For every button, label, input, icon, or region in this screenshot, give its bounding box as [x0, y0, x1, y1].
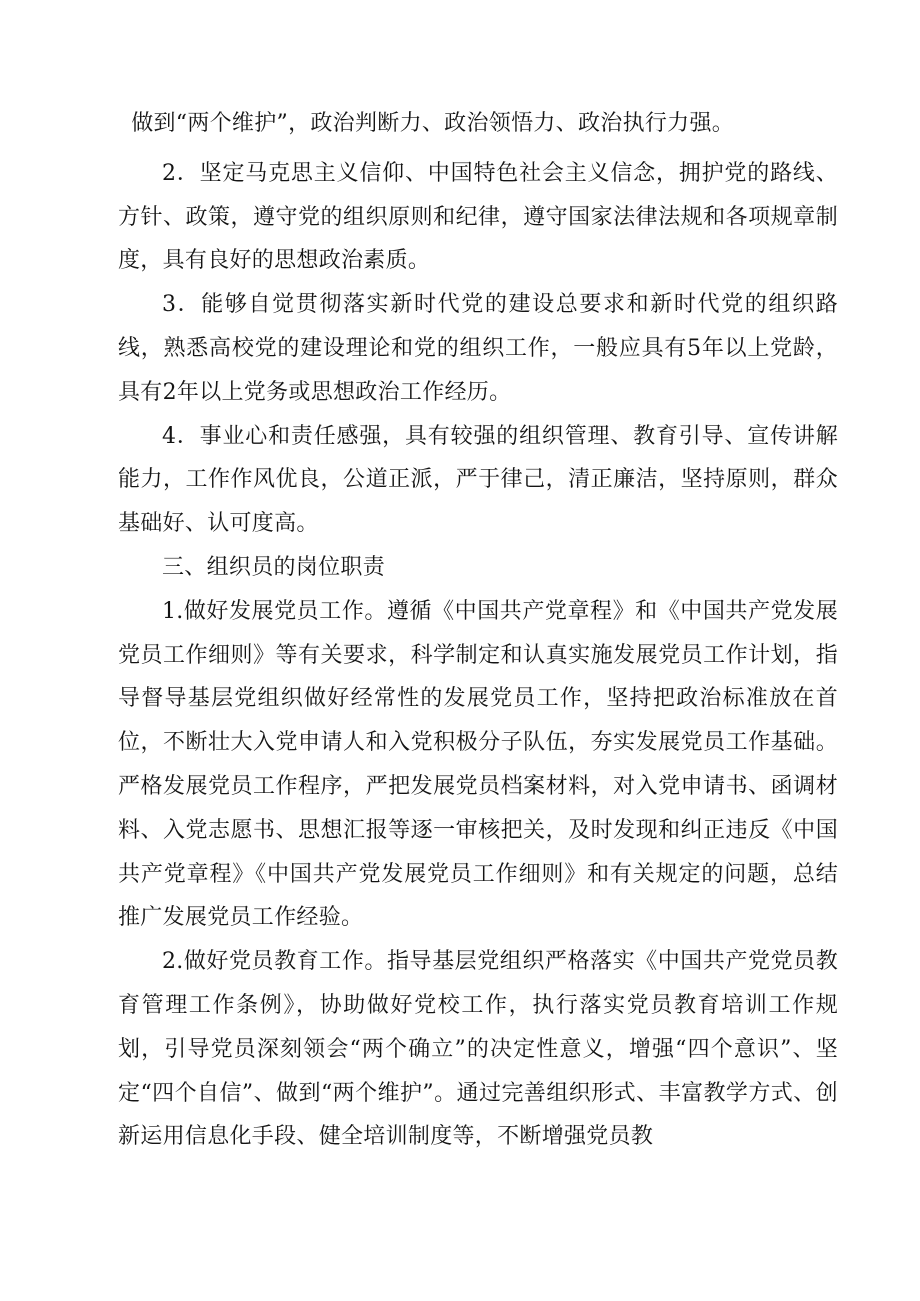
paragraph-requirement-3: 3．能够自觉贯彻落实新时代党的建设总要求和新时代党的组织路线，熟悉高校党的建设理论和党的组织工作，一般应具有5年以上党龄，具有2年以上党务或思想政治工作经历。 [118, 292, 838, 405]
paragraph-requirement-4: 4．事业心和责任感强，具有较强的组织管理、教育引导、宣传讲解能力，工作作风优良，公道正派，严于律己，清正廉洁，坚持原则，群众基础好、认可度高。 [118, 423, 838, 537]
document-body [118, 102, 838, 1159]
section-heading-duties: 三、组织员的岗位职责 [162, 554, 386, 580]
paragraph-requirement-2: 2．坚定马克思主义信仰、中国特色社会主义信念，拥护党的路线、方针、政策，遵守党的组织原则和纪律，遵守国家法律法规和各项规章制度，具有良好的思想政治素质。 [118, 160, 838, 274]
paragraph-duty-1: 1.做好发展党员工作。遵循《中国共产党章程》和《中国共产党发展党员工作细则》等有关要求，科学制定和认真实施发展党员工作计划，指导督导基层党组织做好经常性的发展党员工作，坚持把政治标准放在首位，不断壮大入党申请人和入党积极分子队伍，夯实发展党员工作基础。严格发展党员工作程序，严把发展党员档案材料，对入党申请书、函调材料、入党志愿书、思想汇报等逐一审核把关，及时发现和纠正违反《中国共产党章程》《中国共产党发展党员工作细则》和有关规定的问题，总结推广发展党员工作经验。 [118, 598, 838, 931]
paragraph-continuation: 做到“两个维护”，政治判断力、政治领悟力、政治执行力强。 [131, 111, 735, 136]
paragraph-duty-2: 2.做好党员教育工作。指导基层党组织严格落实《中国共产党党员教育管理工作条例》，协助做好党校工作，执行落实党员教育培训工作规划，引导党员深刻领会“两个确立”的决定性意义，增强“四个意识”、坚定“四个自信”、做到“两个维护”。通过完善组织形式、丰富教学方式、创新运用信息化手段、健全培训制度等，不断增强党员教 [118, 949, 838, 1150]
